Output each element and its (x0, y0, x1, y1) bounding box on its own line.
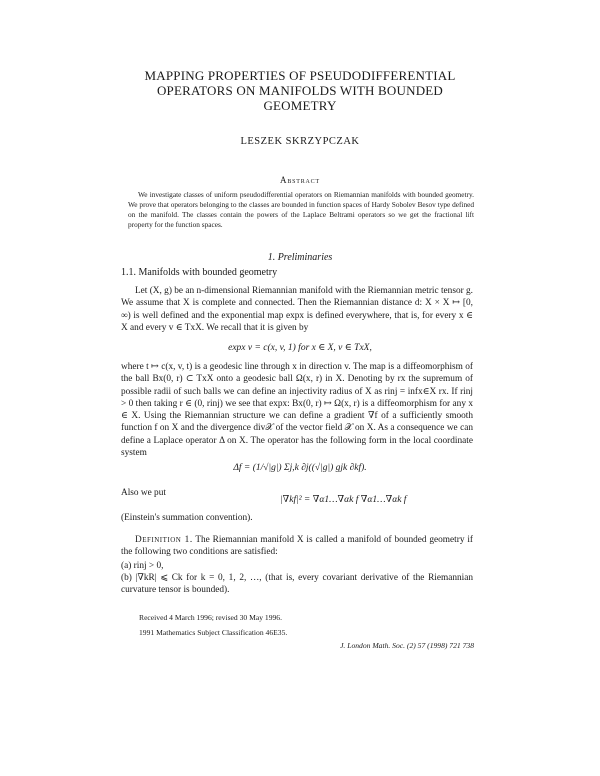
footnote-msc: 1991 Mathematics Subject Classification 46E35. (139, 628, 288, 637)
footnote-received: Received 4 March 1996; revised 30 May 1996. (139, 613, 282, 622)
equation-gradient-norm: |∇kf|² = ∇α1…∇αk f ∇α1…∇αk f (280, 495, 407, 505)
definition-text: The Riemannian manifold X is called a manifold of bounded geometry if the following two conditions are satisfied: (121, 535, 474, 558)
section-heading-text: 1. Preliminaries (267, 252, 333, 263)
equation-exp-map: expx v = c(x, v, 1) for x ∈ X, v ∈ TxX, (228, 343, 372, 353)
paragraph-2: where t ↦ c(x, v, t) is a geodesic line through x in direction v. The map is a diffeomorphism of the ball Bx(0, r) ⊂ TxX onto a geodesic ball Ω(x, r) in X. Denoting by rx the supremum of possible radii of such balls we can define an injectivity radius of X as rinj = infx∈X rx. If rinj > 0 then taking r ∈ (0, rinj) we see that expx: Bx(0, r) ↦ Ω(x, r) is a diffeomorphism for any x ∈ X. Using the Riemannian structure we can define a gradient ∇f of a sufficiently smooth function f on X and the divergence div𝒳 of the vector field 𝒳 on X. As a consequence we can define a Laplace operator Δ on X. The operator has the following form in the local coordinate system (121, 362, 473, 459)
paragraph-1: Let (X, g) be an n-dimensional Riemannian manifold with the Riemannian metric tensor g. We assume that X is complete and connected. Then the Riemannian distance d: X × X ↦ [0, ∞) is well defined and the exponential map expx is defined everywhere, that is, for every x ∈ X and every v ∈ TxX. We recall that it is given by (121, 286, 473, 333)
section-heading (0, 252, 600, 263)
abstract-text: We investigate classes of uniform pseudodifferential operators on Riemannian manifolds with bounded geometry. We prove that operators belonging to the classes are bounded in function spaces of Hardy Sobolev Besov type defined on the manifold. The classes contain the powers of the Laplace Beltrami operators so we get the fractional lift property for the function spaces. (128, 190, 474, 229)
definition-label: Definition 1. (135, 535, 193, 545)
author-name: LESZEK SKRZYPCZAK (240, 136, 360, 147)
journal-citation: J. London Math. Soc. (2) 57 (1998) 721 738 (340, 641, 474, 650)
condition-a: (a) rinj > 0, (121, 561, 164, 571)
subsection-heading: 1.1. Manifolds with bounded geometry (121, 267, 278, 278)
condition-b: (b) |∇kR| ⩽ Ck for k = 0, 1, 2, …, (that is, every covariant derivative of the Riemannian curvature tensor is bounded). (121, 573, 473, 596)
einstein-convention: (Einstein's summation convention). (121, 513, 253, 523)
paper-title: MAPPING PROPERTIES OF PSEUDODIFFERENTIAL OPERATORS ON MANIFOLDS WITH BOUNDED GEOMETRY (144, 68, 456, 113)
definition-1 (121, 534, 473, 559)
abstract-heading: Abstract (280, 175, 320, 185)
also-we-put: Also we put (121, 488, 166, 498)
equation-laplacian: Δf = (1/√|g|) Σj,k ∂j((√|g|) gjk ∂kf). (233, 463, 367, 473)
